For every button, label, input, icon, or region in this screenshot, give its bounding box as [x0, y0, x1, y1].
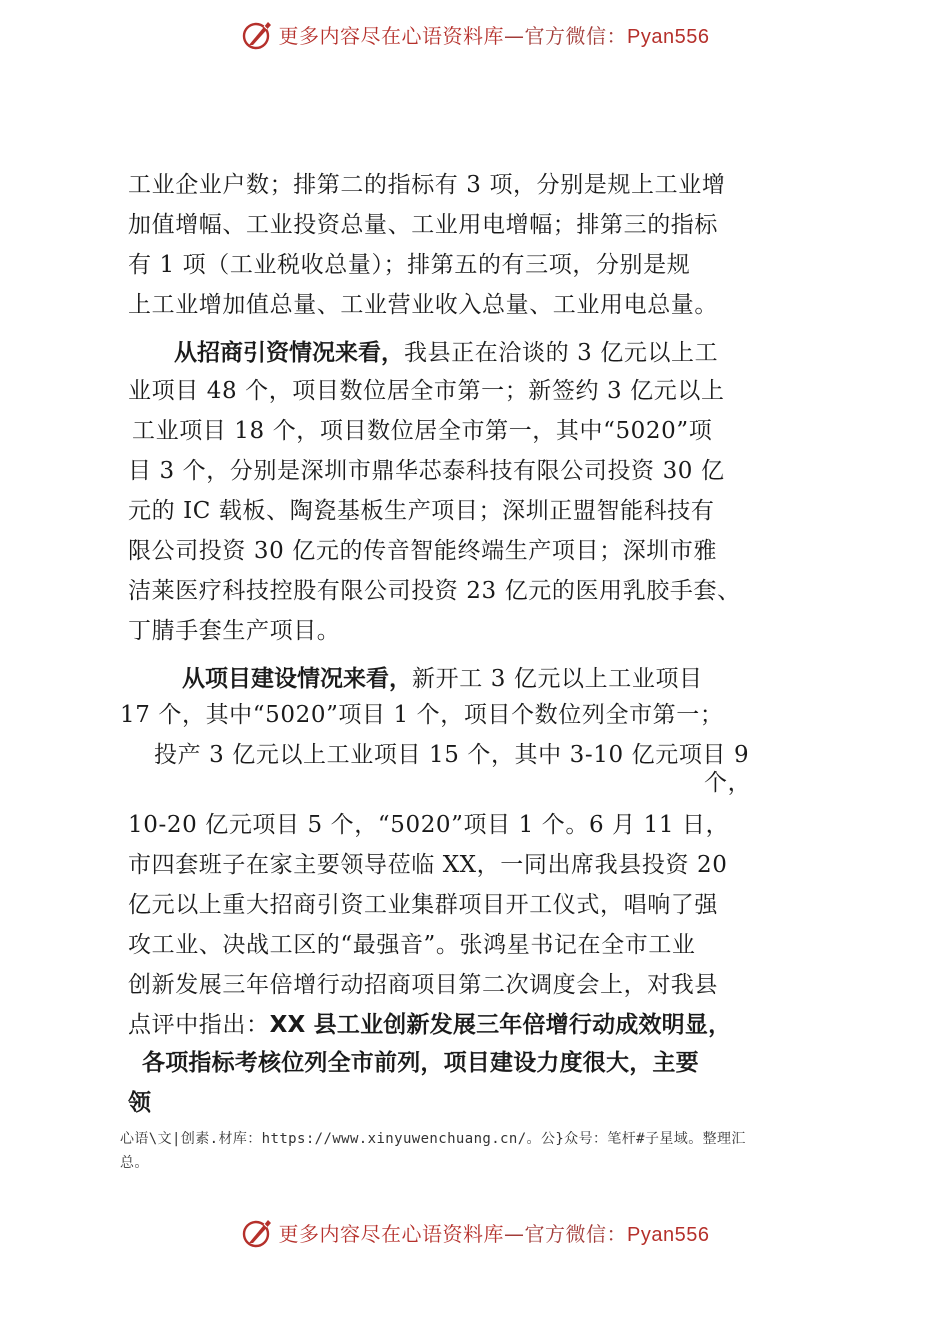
header-banner — [0, 14, 950, 54]
text-line: 个， — [704, 770, 752, 796]
text-line: 市四套班子在家主要领导莅临 XX，一同出席我县投资 20 — [128, 852, 728, 878]
text-line: 10-20 亿元项目 5 个，“5020”项目 1 个。6 月 11 日， — [128, 812, 730, 838]
text-line: 点评中指出：XX 县工业创新发展三年倍增行动成效明显， — [128, 1012, 732, 1038]
text-line: 工业企业户数；排第二的指标有 3 项，分别是规上工业增 — [128, 172, 726, 198]
banner-text: 更多内容尽在心语资料库—官方微信：Pyan556 — [278, 1221, 710, 1246]
section-heading-investment: 从招商引资情况来看， — [174, 340, 404, 366]
text-line: 元的 IC 载板、陶瓷基板生产项目；深圳正盟智能科技有 — [128, 498, 715, 524]
bold-quote-line: 领 — [128, 1090, 152, 1116]
footer-banner — [0, 1212, 950, 1252]
bold-quote-line: 各项指标考核位列全市前列，项目建设力度很大，主要 — [142, 1050, 699, 1076]
source-note-line: 心语\文|创素.材库：https://www.xinyuwenchuang.cn/。公}众号：笔杆#子星域。整理汇 — [120, 1131, 746, 1147]
source-note-line: 总。 — [120, 1155, 149, 1171]
text-line: 17 个，其中“5020”项目 1 个，项目个数位列全市第一； — [120, 702, 724, 728]
text-line: 业项目 48 个，项目数位居全市第一；新签约 3 亿元以上 — [128, 378, 725, 404]
text-line: 有 1 项（工业税收总量）；排第五的有三项，分别是规 — [128, 252, 691, 278]
text-line: 攻工业、决战⼯区的“最强音”。张鸿星书记在全市工业 — [128, 932, 696, 958]
paragraph-lead-line: 从招商引资情况来看，我县正在洽谈的 3 亿元以上工 — [174, 340, 719, 366]
text-line: 丁腈手套生产项目。 — [128, 618, 341, 644]
bold-quote: XX 县工业创新发展三年倍增行动成效明显， — [269, 1012, 732, 1038]
source-note — [120, 1127, 820, 1175]
text-line: 创新发展三年倍增行动招商项目第二次调度会上，对我县 — [128, 972, 718, 998]
section-heading-construction: 从项目建设情况来看， — [182, 666, 412, 692]
text-line: 洁莱医疗科技控股有限公司投资 23 亿元的医用乳胶手套、 — [128, 578, 741, 604]
text-line: 限公司投资 30 亿元的传音智能终端生产项目；深圳市雅 — [128, 538, 718, 564]
paragraph-lead-line: 从项目建设情况来看，新开工 3 亿元以上工业项目 — [182, 666, 703, 692]
text-line: 亿元以上重大招商引资工业集群项目开工仪式，唱响了强 — [128, 892, 718, 918]
text-line: 加值增幅、工业投资总量、工业用电增幅；排第三的指标 — [128, 212, 718, 238]
text-line: 目 3 个，分别是深圳市鼎华芯泰科技有限公司投资 30 亿 — [128, 458, 725, 484]
quill-pen-logo-icon — [241, 1215, 275, 1249]
quill-pen-logo-icon — [241, 17, 275, 51]
text-line: 投产 3 亿元以上工业项目 15 个，其中 3-10 亿元项目 9 — [154, 742, 750, 768]
text-line: 上工业增加值总量、工业营业收入总量、工业用电总量。 — [128, 292, 718, 318]
banner-text: 更多内容尽在心语资料库—官方微信：Pyan556 — [278, 23, 710, 48]
text-line: 工业项目 18 个，项目数位居全市第一，其中“5020”项 — [132, 418, 713, 444]
